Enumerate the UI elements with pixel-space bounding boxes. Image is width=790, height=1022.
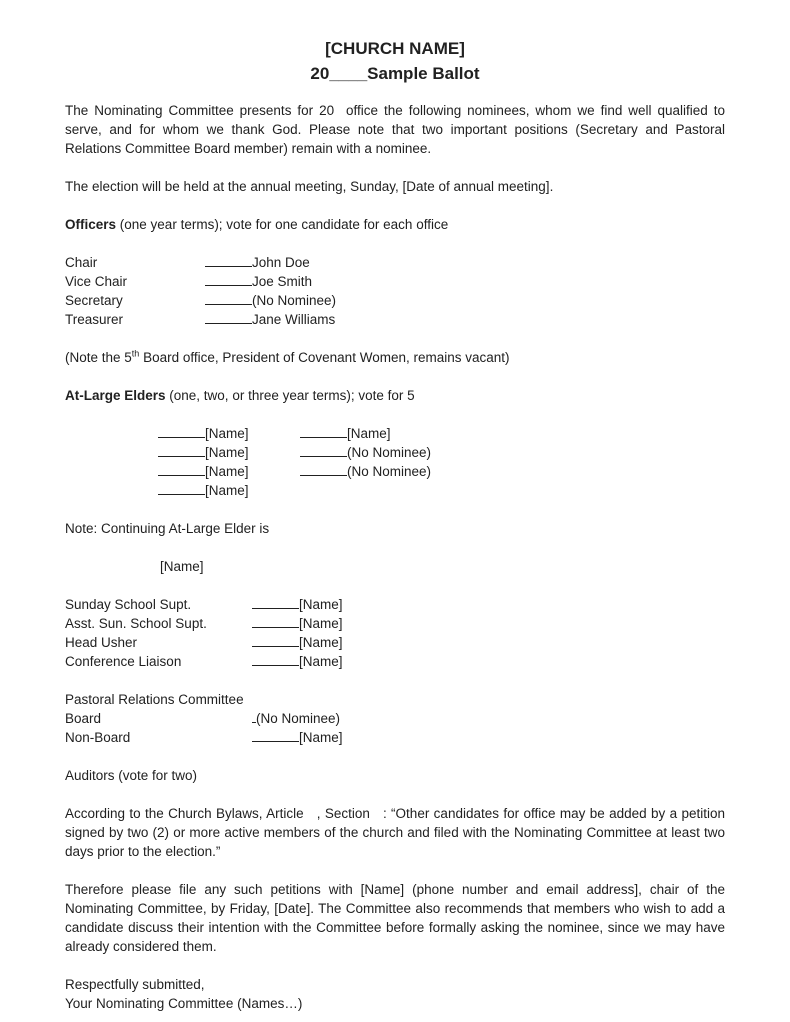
table-row [65,633,725,652]
at-large-heading-rest: (one, two, or three year terms); vote for 5 [165,388,415,403]
table-row [65,253,725,272]
bylaws-paragraph: According to the Church Bylaws, Article , Section : “Other candidates for office may be added by a petition signed by two (2) or more active members of the church and filed with the Nominating Committee at least two days prior to the election.” [65,806,725,859]
ordinal-superscript: th [131,348,140,359]
election-date-paragraph: The election will be held at the annual meeting, Sunday, [Date of annual meeting]. [65,179,554,194]
at-large-heading-bold: At-Large Elders [65,388,166,403]
nominee-name: [Name] [205,445,249,460]
office-label: Non-Board [65,730,131,745]
nominee-name: John Doe [252,255,310,270]
nominee-name: [Name] [299,616,343,631]
office-label: Head Usher [65,635,138,650]
write-in-blank [300,444,347,457]
office-label: Sunday School Supt. [65,597,192,612]
table-row [65,310,725,329]
board-note-prefix: (Note the 5 [65,350,132,365]
write-in-blank [158,463,205,476]
continuing-elder-note: Note: Continuing At-Large Elder is [65,521,270,536]
at-large-elders-grid [158,424,725,500]
nominee-name: (No Nominee) [252,293,337,308]
pastoral-relations-section [65,690,725,747]
continuing-elder-name: [Name] [160,559,204,574]
nominee-name: [Name] [299,597,343,612]
nominee-name: [Name] [299,730,343,745]
table-row [65,595,725,614]
office-label: Chair [65,255,98,270]
intro-paragraph: The Nominating Committee presents for 20 office the following nominees, whom we find well qualified to serve, and for whom we thank God. Please note that two important positions (Secretary and Pastoral Relations Committee Board member) remain with a nominee. [65,103,725,156]
office-label: Treasurer [65,312,124,327]
board-vacancy-note [65,348,725,367]
officers-heading [65,215,725,234]
write-in-blank [158,444,205,457]
pastoral-heading-label: Pastoral Relations Committee [65,692,244,707]
document-subtitle: 20____Sample Ballot [310,64,480,83]
table-row [158,462,725,481]
positions-table [65,595,725,671]
nominee-name: [Name] [205,483,249,498]
nominee-name: (No Nominee) [347,464,432,479]
officers-heading-rest: (one year terms); vote for one candidate for each office [116,217,449,232]
table-row [65,291,725,310]
table-row [158,481,725,500]
write-in-blank [205,273,252,286]
nominee-name: Joe Smith [252,274,313,289]
petition-paragraph: Therefore please file any such petitions with [Name] (phone number and email address], chair of the Nominating Committee, by Friday, [Date]. The Committee also recommends that members who wish to add a candidate discuss their intention with the Committee before formally asking the nominee, since we may have already considered them. [65,882,725,954]
title-block [65,36,725,86]
table-row [158,443,725,462]
nominee-name: Jane Williams [252,312,336,327]
write-in-blank [205,292,252,305]
auditors-line: Auditors (vote for two) [65,768,198,783]
closing-line-1: Respectfully submitted, [65,977,205,992]
nominee-name: (No Nominee) [347,445,432,460]
write-in-blank [252,615,299,628]
office-label: Vice Chair [65,274,128,289]
board-note-suffix: Board office, President of Covenant Women, remains vacant) [139,350,510,365]
table-row [158,424,725,443]
office-label: Secretary [65,293,123,308]
table-row [65,709,725,728]
table-row [65,614,725,633]
write-in-blank [300,463,347,476]
write-in-blank [252,634,299,647]
at-large-elders-heading [65,386,725,405]
write-in-blank [205,254,252,267]
pastoral-heading [65,690,725,709]
document-title: [CHURCH NAME] [325,39,465,58]
officers-heading-bold: Officers [65,217,117,232]
write-in-blank [300,425,347,438]
table-row [65,728,725,747]
officers-table [65,253,725,329]
table-row [65,652,725,671]
table-row [65,272,725,291]
nominee-name: [Name] [299,635,343,650]
write-in-blank [252,653,299,666]
office-label: Board [65,711,102,726]
nominee-name: [Name] [299,654,343,669]
office-label: Conference Liaison [65,654,182,669]
nominee-name: [Name] [205,426,249,441]
nominee-name: (No Nominee) [256,711,341,726]
write-in-blank [158,482,205,495]
closing-line-2: Your Nominating Committee (Names…) [65,996,303,1011]
nominee-name: [Name] [347,426,391,441]
nominee-name: [Name] [205,464,249,479]
write-in-blank [205,311,252,324]
write-in-blank [252,596,299,609]
write-in-blank [252,729,299,742]
office-label: Asst. Sun. School Supt. [65,616,207,631]
write-in-blank [158,425,205,438]
